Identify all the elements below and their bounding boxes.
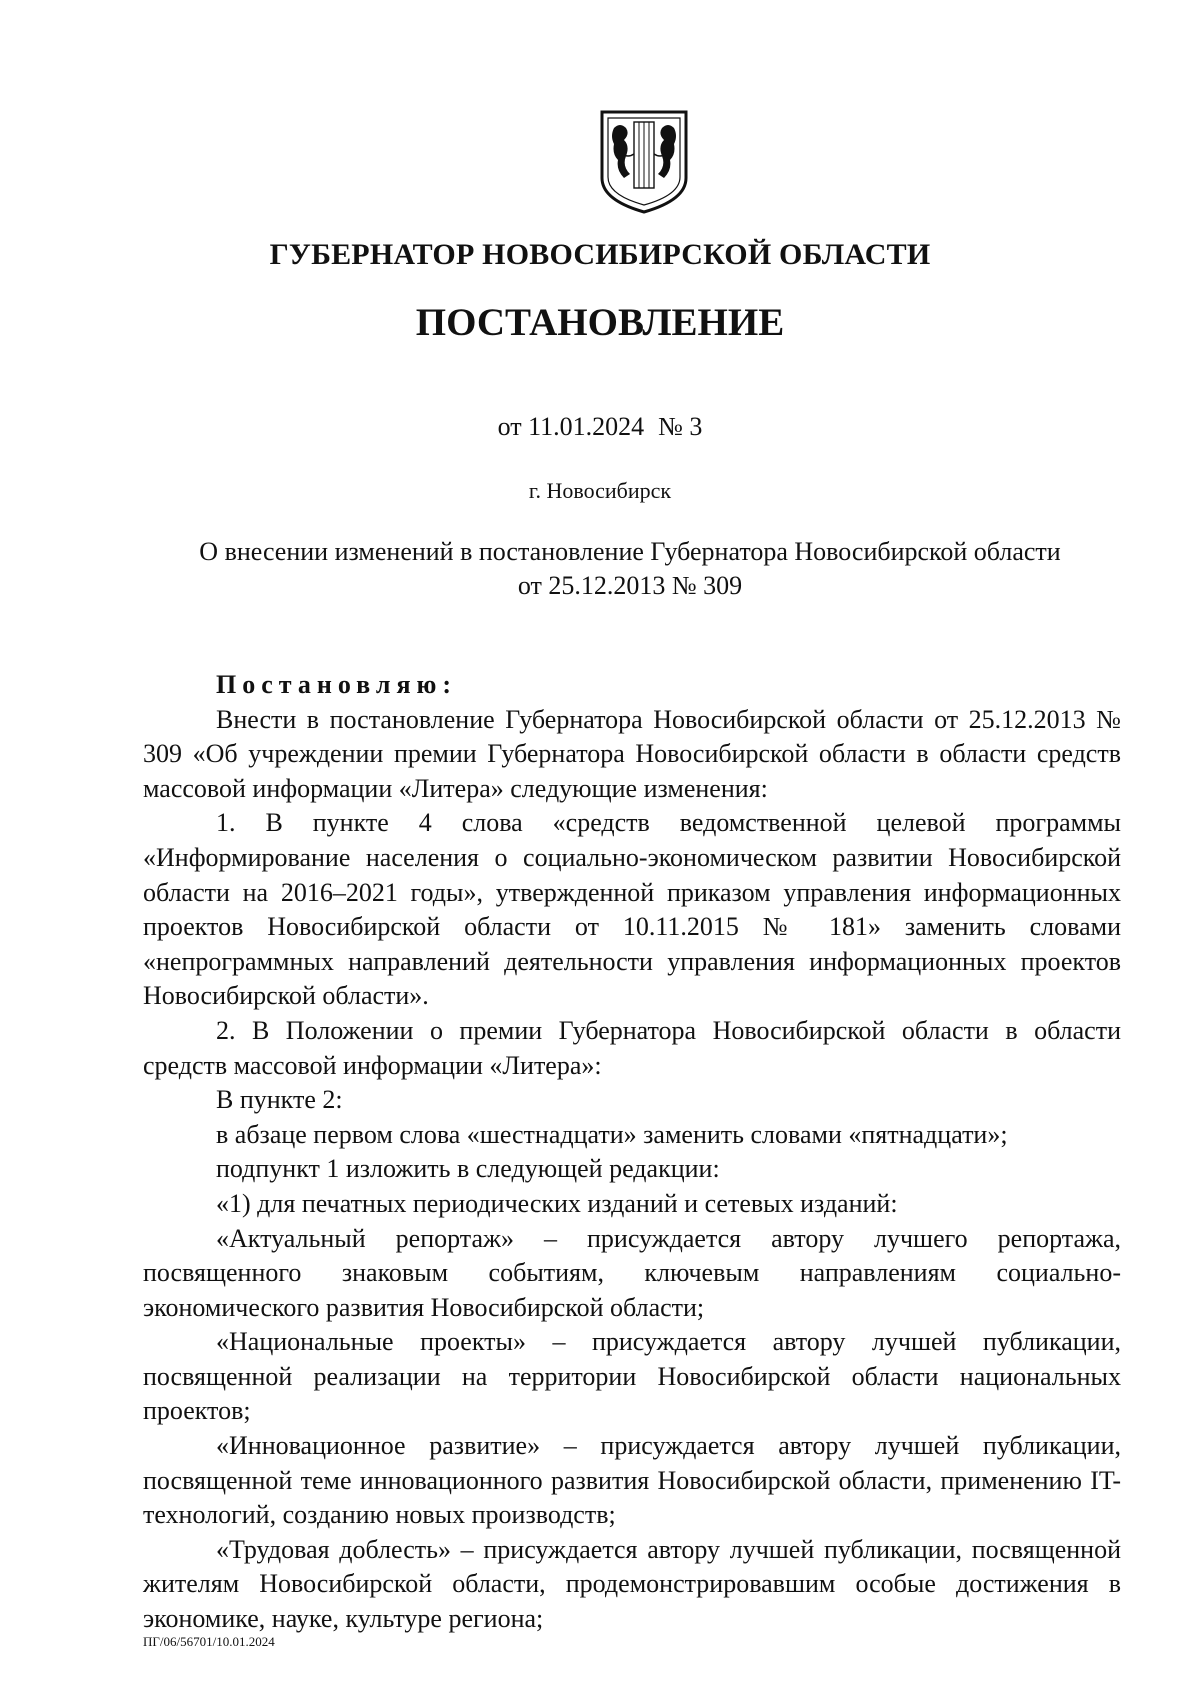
coat-of-arms-icon <box>598 108 690 216</box>
body-paragraph: Внести в постановление Губернатора Новосибирской области от 25.12.2013 № 309 «Об учреждении премии Губернатора Новосибирской области в области средств массовой информации «Литера» следующие изменения: <box>143 704 1121 803</box>
decree-heading: Постановляю: <box>216 670 458 699</box>
body-paragraph: «Трудовая доблесть» – присуждается автору лучшей публикации, посвященной жителям Новосибирской области, продемонстрировавшим особые достижения в экономике, науке, культуре региона; <box>143 1534 1121 1634</box>
body-paragraph: В пункте 2: <box>216 1085 343 1115</box>
body-paragraph: 1. В пункте 4 слова «средств ведомственной целевой программы «Информирование населения о социально-экономическом развитии Новосибирской области на 2016–2021 годы», утвержденной приказом управления информационных проектов Новосибирской области от 10.11.2015 № 181» заменить словами «непрограммных направлений деятельности управления информационных проектов Новосибирской области». <box>143 808 1121 1011</box>
document-registration-code: ПГ/06/56701/10.01.2024 <box>143 1634 275 1649</box>
document-number: № 3 <box>658 412 703 441</box>
document-date: от 11.01.2024 <box>497 412 645 441</box>
issue-city: г. Новосибирск <box>528 478 672 503</box>
document-subject <box>140 535 1120 603</box>
body-paragraph: «Актуальный репортаж» – присуждается автору лучшего репортажа, посвященного знаковым событиям, ключевым направлениям социально-экономического развития Новосибирской области; <box>143 1223 1121 1322</box>
document-body <box>143 668 1121 1637</box>
document-type-title: ПОСТАНОВЛЕНИЕ <box>415 301 785 344</box>
issuing-authority: ГУБЕРНАТОР НОВОСИБИРСКОЙ ОБЛАСТИ <box>269 238 931 271</box>
body-paragraph: в абзаце первом слова «шестнадцати» заменить словами «пятнадцати»; <box>216 1119 1008 1149</box>
coat-of-arms-emblem <box>598 108 690 216</box>
body-paragraph: «Национальные проекты» – присуждается автору лучшей публикации, посвященной реализации на территории Новосибирской области национальных проектов; <box>143 1327 1121 1426</box>
body-paragraph: «Инновационное развитие» – присуждается автору лучшей публикации, посвященной теме инновационного развития Новосибирской области, применению IT-технологий, созданию новых производств; <box>143 1431 1121 1530</box>
subject-line: О внесении изменений в постановление Губернатора Новосибирской области <box>199 537 1061 566</box>
body-paragraph: подпункт 1 изложить в следующей редакции: <box>216 1154 720 1184</box>
body-paragraph: 2. В Положении о премии Губернатора Новосибирской области в области средств массовой информации «Литера»: <box>143 1015 1121 1080</box>
body-paragraph: «1) для печатных периодических изданий и сетевых изданий: <box>216 1188 898 1218</box>
date-number-line <box>0 412 1200 442</box>
subject-line: от 25.12.2013 № 309 <box>517 571 743 600</box>
